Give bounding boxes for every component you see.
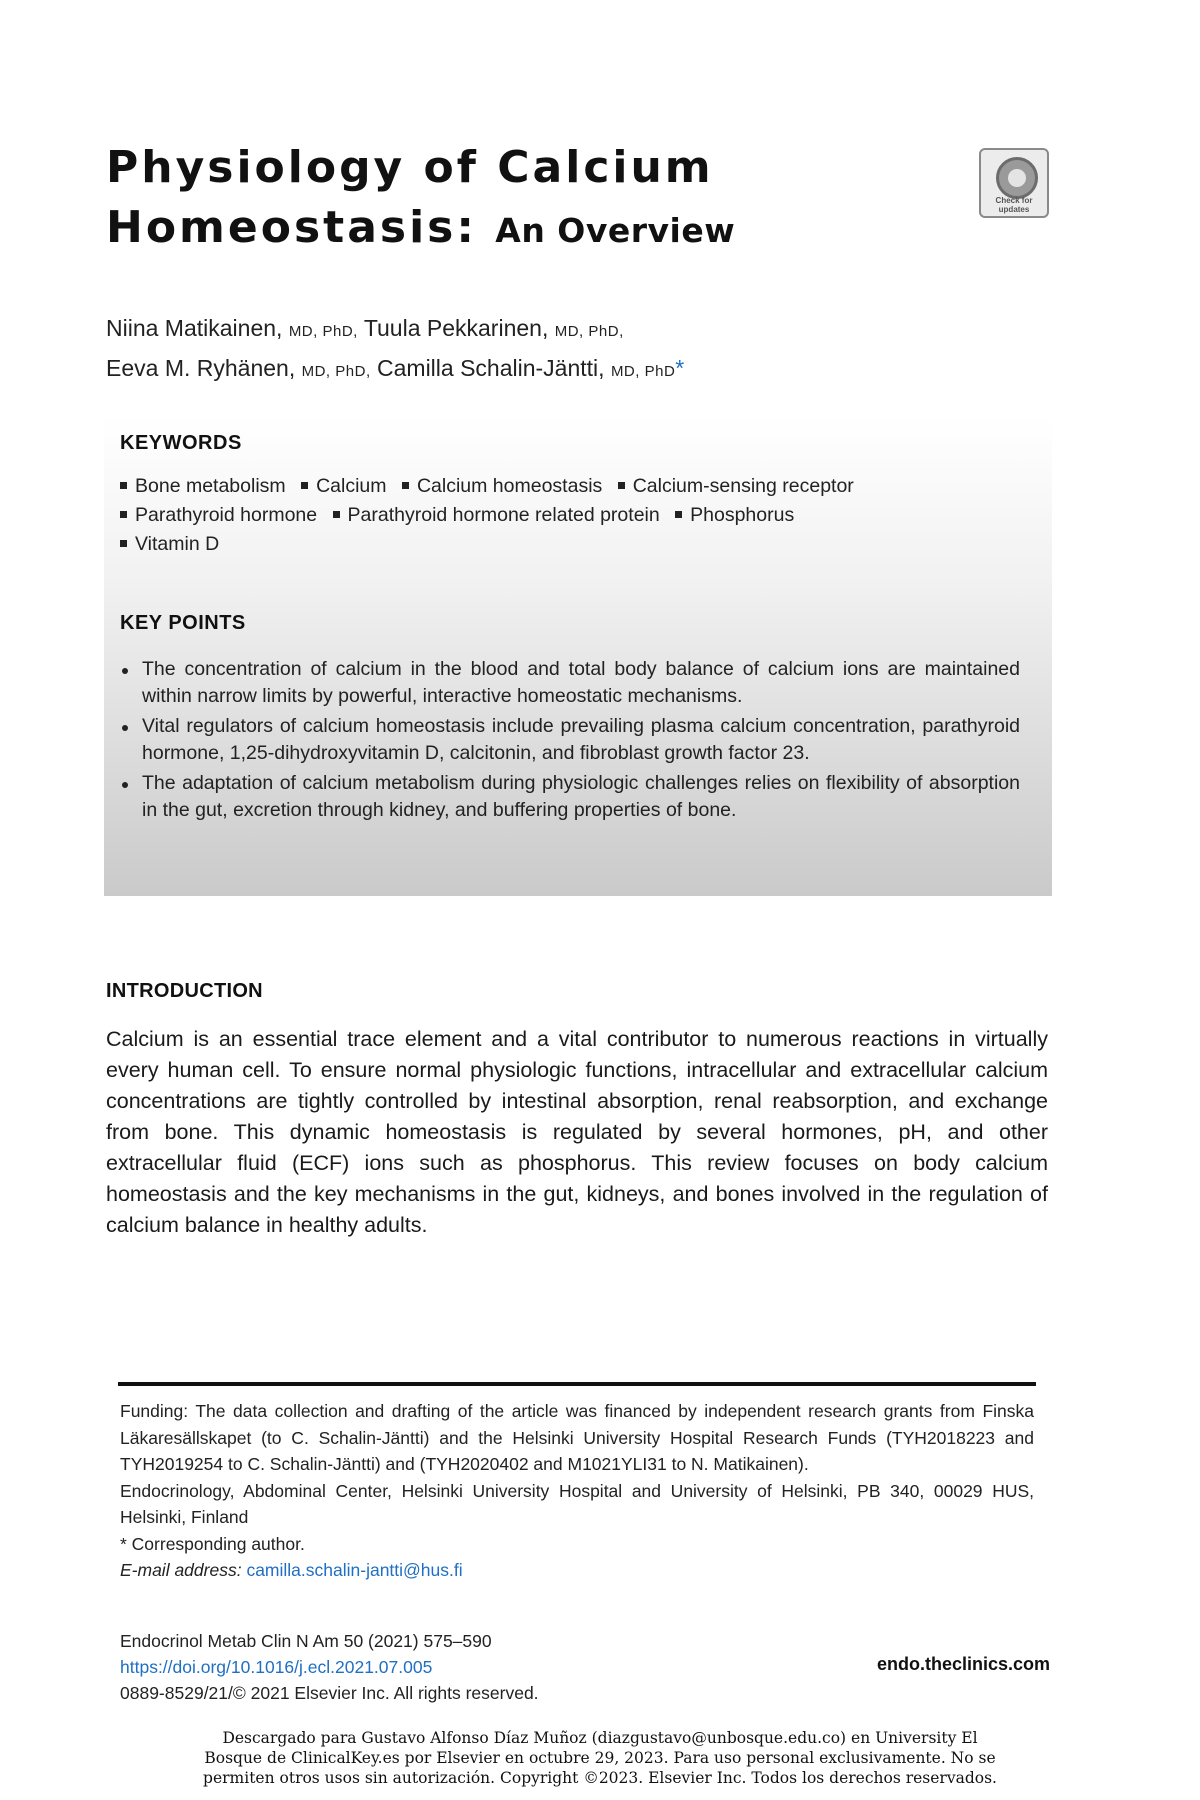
title-line-2: Homeostasis: (106, 202, 477, 253)
keyword-item: Parathyroid hormone (120, 504, 317, 526)
keyword-item: Bone metabolism (120, 475, 286, 497)
keyword-item: Parathyroid hormone related protein (333, 504, 660, 526)
download-notice-line: Descargado para Gustavo Alfonso Díaz Muñoz (diazgustavo@unbosque.edu.co) en University El (222, 1729, 978, 1747)
keyword-item: Calcium (301, 475, 386, 497)
email-line (120, 1557, 1034, 1584)
title-line-1: Physiology of Calcium (106, 142, 714, 193)
key-points-heading: KEY POINTS (120, 612, 246, 634)
keyword-item: Vitamin D (120, 533, 219, 555)
author-name: Tuula Pekkarinen, (363, 315, 549, 341)
key-point-item: The adaptation of calcium metabolism during physiologic challenges relies on flexibility of absorption in the gut, excretion through kidney, and buffering properties of bone. (120, 770, 1020, 824)
author-degrees: MD, PhD (610, 363, 676, 380)
author-name: Niina Matikainen, (106, 315, 283, 341)
key-point-item: The concentration of calcium in the blood and total body balance of calcium ions are maintained within narrow limits by powerful, interactive homeostatic mechanisms. (120, 656, 1020, 710)
author-degrees: MD, PhD, (288, 323, 358, 340)
author-name: Camilla Schalin-Jäntti, (377, 355, 605, 381)
key-points-list (120, 656, 1020, 827)
corresponding-author-link[interactable]: * (675, 355, 685, 381)
check-for-updates-label: Check for updates (995, 196, 1033, 214)
keyword-item: Calcium-sensing receptor (618, 475, 854, 497)
check-for-updates-icon (996, 157, 1038, 199)
copyright-line: 0889-8529/21/© 2021 Elsevier Inc. All rights reserved. (120, 1683, 539, 1703)
affiliation-note: Endocrinology, Abdominal Center, Helsinki University Hospital and University of Helsinki, PB 340, 00029 HUS, Helsinki, Finland (120, 1480, 1034, 1527)
download-notice (190, 1728, 1010, 1788)
author-line-1 (106, 310, 1006, 350)
key-point-item: Vital regulators of calcium homeostasis include prevailing plasma calcium concentration, parathyroid hormone, 1,25-dihydroxyvitamin D, calcitonin, and fibroblast growth factor 23. (120, 713, 1020, 767)
author-name: Eeva M. Ryhänen, (106, 355, 296, 381)
introduction-paragraph: Calcium is an essential trace element and a vital contributor to numerous reactions in virtually every human cell. To ensure normal physiologic functions, intracellular and extracellular calcium concentrations are tightly controlled by intestinal absorption, renal reabsorption, and exchange from bone. This dynamic homeostasis is regulated by several hormones, pH, and other extracellular fluid (ECF) ions such as phosphorus. This review focuses on body calcium homeostasis and the key mechanisms in the gut, kidneys, and bones involved in the regulation of calcium balance in healthy adults. (106, 1027, 1048, 1237)
funding-note: Funding: The data collection and drafting of the article was financed by independent research grants from Finska Läkaresällskapet (to C. Schalin-Jäntti) and the Helsinki University Hospital Research Funds (TYH2018223 and TYH2019254 to C. Schalin-Jäntti) and (TYH2020402 and M1021YLI31 to N. Matikainen). (120, 1401, 1034, 1474)
author-degrees: MD, PhD, (554, 323, 624, 340)
keywords-heading: KEYWORDS (120, 432, 242, 454)
journal-citation: Endocrinol Metab Clin N Am 50 (2021) 575–590 (120, 1631, 492, 1651)
check-for-updates-badge[interactable] (979, 148, 1049, 218)
author-degrees: MD, PhD, (301, 363, 371, 380)
download-notice-line: Bosque de ClinicalKey.es por Elsevier en octubre 29, 2023. Para uso personal exclusivamente. No se (204, 1749, 996, 1767)
citation-block (120, 1628, 539, 1706)
keyword-item: Calcium homeostasis (402, 475, 602, 497)
footnote-divider (118, 1382, 1036, 1386)
journal-website: endo.theclinics.com (876, 1654, 1050, 1674)
email-label: E-mail address: (120, 1560, 242, 1580)
title-subtitle: An Overview (495, 211, 736, 250)
footnotes (120, 1398, 1034, 1584)
author-line-2 (106, 350, 1006, 390)
introduction-heading: INTRODUCTION (106, 980, 263, 1002)
download-notice-line: permiten otros usos sin autorización. Copyright ©2023. Elsevier Inc. Todos los derechos reservados. (203, 1769, 997, 1787)
article-title (106, 138, 926, 261)
corresponding-author-note: * Corresponding author. (120, 1533, 305, 1554)
keywords-list (120, 472, 1020, 559)
keyword-item: Phosphorus (675, 504, 794, 526)
email-link[interactable]: camilla.schalin-jantti@hus.fi (246, 1560, 463, 1580)
keywords-keypoints-box (104, 416, 1052, 896)
doi-link[interactable]: https://doi.org/10.1016/j.ecl.2021.07.005 (120, 1657, 433, 1677)
author-list (106, 310, 1006, 390)
